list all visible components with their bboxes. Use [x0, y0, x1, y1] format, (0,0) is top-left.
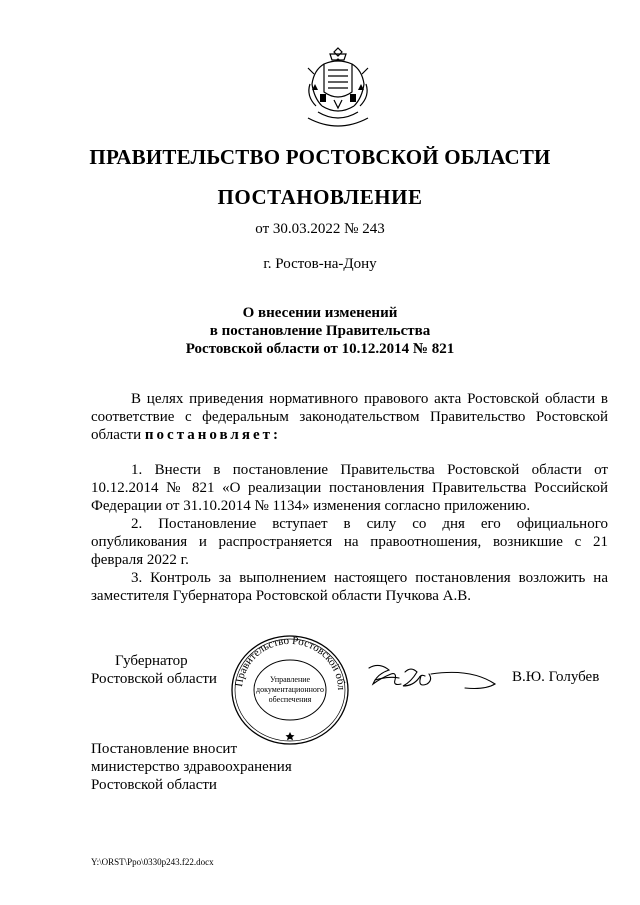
decree-word: постановляет:	[144, 427, 281, 443]
seal-inner-line-1: Управление	[269, 675, 311, 684]
decree-item-3: 3. Контроль за выполнением настоящего постановления возложить на заместителя Губернатора Ростовской области Пучкова А.В.	[91, 570, 608, 604]
decree-items	[91, 461, 608, 605]
preamble-text: В целях приведения нормативного правового акта Ростовской области в соответствие с федеральным законодательством Правительство Ростовской области	[91, 391, 608, 443]
signatory-name: В.Ю. Голубев	[512, 669, 600, 685]
city: г. Ростов-на-Дону	[263, 256, 377, 272]
title-line-1: О внесении изменений	[242, 305, 398, 321]
seal-inner-line-3: обеспечения	[268, 695, 312, 704]
document-type: ПОСТАНОВЛЕНИЕ	[217, 185, 423, 209]
decree-item-1: 1. Внести в постановление Правительства Ростовской области от 10.12.2014 № 821 «О реализации постановления Правительства Российской Федерации от 31.10.2014 № 1134» изменения согласно приложению.	[91, 462, 608, 514]
title-line-3: Ростовской области от 10.12.2014 № 821	[185, 341, 455, 357]
seal-outer-text: Правительство Ростовской обл	[233, 634, 348, 691]
file-path: Y:\ORST\Ppo\0330p243.f22.docx	[91, 857, 214, 867]
preamble-paragraph	[91, 390, 608, 444]
submitted-by	[91, 740, 292, 794]
title-line-2: в постановление Правительства	[209, 323, 431, 339]
date-number: от 30.03.2022 № 243	[255, 221, 385, 237]
submitted-line-1: Постановление вносит	[91, 741, 238, 757]
official-seal-icon	[228, 632, 352, 748]
signatory-position	[91, 652, 217, 688]
submitted-line-2: министерство здравоохранения	[91, 759, 292, 775]
document-title	[0, 304, 640, 358]
position-line-2: Ростовской области	[91, 671, 217, 687]
position-line-1: Губернатор	[115, 653, 188, 669]
coat-of-arms-icon	[300, 44, 376, 132]
handwritten-signature-icon	[365, 658, 500, 698]
seal-inner-line-2: документационного	[256, 685, 324, 694]
organization-title: ПРАВИТЕЛЬСТВО РОСТОВСКОЙ ОБЛАСТИ	[89, 145, 551, 169]
submitted-line-3: Ростовской области	[91, 777, 217, 793]
decree-item-2: 2. Постановление вступает в силу со дня его официального опубликования и распространяется на правоотношения, возникшие с 21 февраля 2022 г.	[91, 516, 608, 568]
